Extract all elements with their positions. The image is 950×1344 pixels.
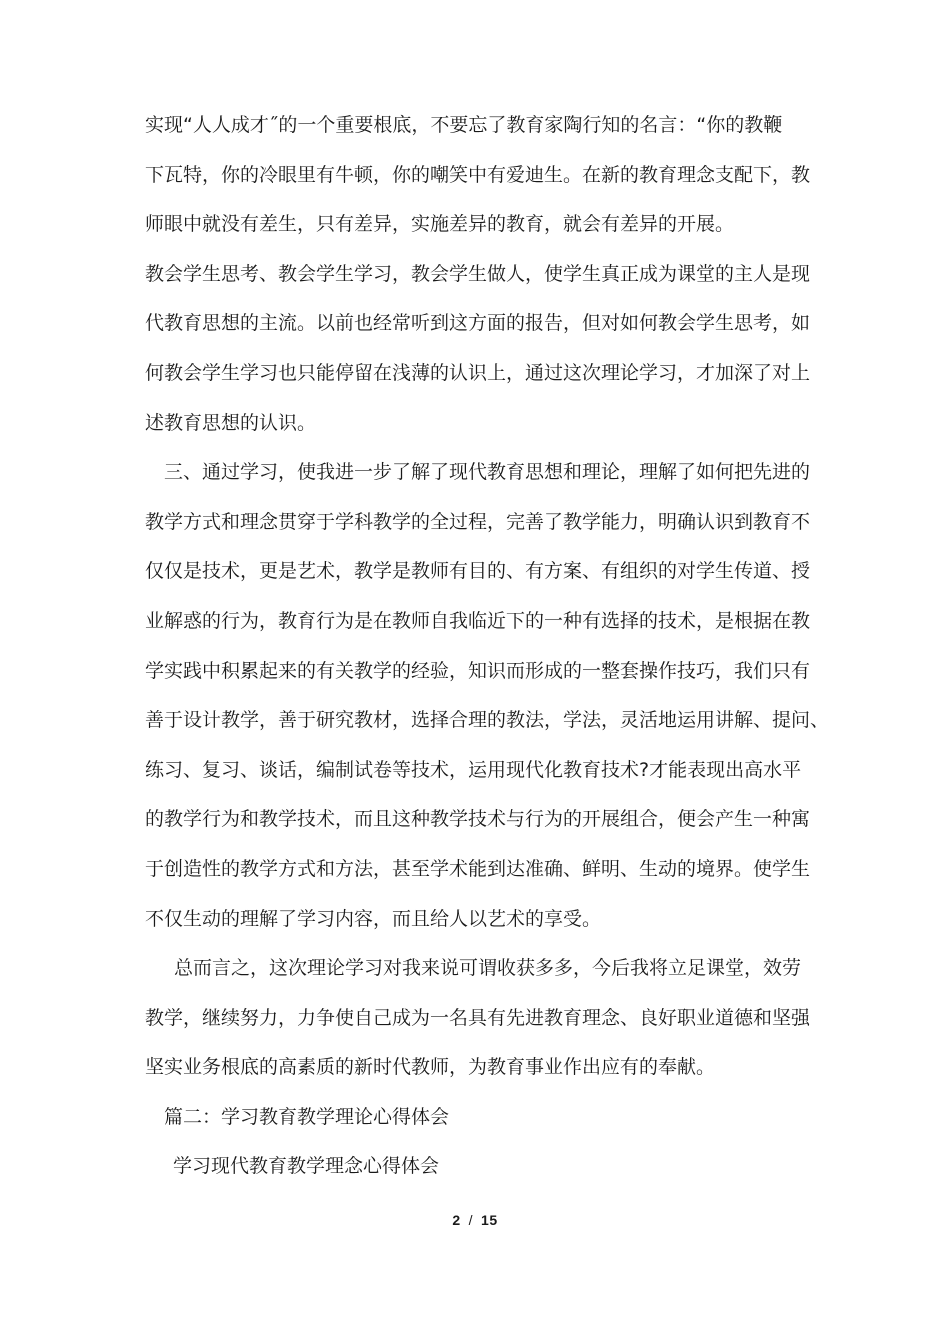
text-line: 师眼中就没有差生，只有差异，实施差异的教育，就会有差异的开展。: [145, 213, 735, 236]
text-line: 教会学生思考、教会学生学习，教会学生做人，使学生真正成为课堂的主人是现: [145, 262, 811, 285]
current-page-number: 2: [452, 1212, 461, 1228]
text-line: 坚实业务根底的高素质的新时代教师，为教育事业作出应有的奉献。: [145, 1056, 716, 1079]
text-line: 的教学行为和教学技术，而且这种教学技术与行为的开展组合，便会产生一种寓: [145, 808, 811, 831]
text-line: 代教育思想的主流。以前也经常听到这方面的报告，但对如何教会学生思考，如: [145, 312, 811, 335]
total-page-count: 15: [481, 1212, 498, 1228]
article-title: 学习现代教育教学理念心得体会: [173, 1155, 440, 1178]
text-line: 练习、复习、谈话，编制试卷等技术，运用现代化教育技术?才能表现出高水平: [145, 758, 802, 781]
text-line: 不仅生动的理解了学习内容，而且给人以艺术的享受。: [145, 907, 602, 930]
text-line: 下瓦特，你的冷眼里有牛顿，你的嘲笑中有爱迪生。在新的教育理念支配下，教: [145, 163, 811, 186]
text-line: 学实践中积累起来的有关教学的经验，知识而形成的一整套操作技巧，我们只有: [145, 659, 811, 682]
text-line: 于创造性的教学方式和方法，甚至学术能到达准确、鲜明、生动的境界。使学生: [145, 857, 811, 880]
text-line: 何教会学生学习也只能停留在浅薄的认识上，通过这次理论学习，才加深了对上: [145, 361, 811, 384]
document-body: [145, 101, 830, 1192]
page-number-footer: [0, 1212, 950, 1228]
page-separator: /: [468, 1212, 474, 1228]
text-line: 善于设计教学，善于研究教材，选择合理的教法，学法，灵活地运用讲解、提问、: [145, 709, 830, 732]
text-line: 仅仅是技术，更是艺术，教学是教师有目的、有方案、有组织的对学生传道、授: [145, 560, 811, 583]
paragraph-start-line: 总而言之，这次理论学习对我来说可谓收获多多，今后我将立足课堂，效劳: [174, 957, 802, 980]
text-line: 教学，继续努力，力争使自己成为一名具有先进教育理念、良好职业道德和坚强: [145, 1006, 811, 1029]
text-line: 业解惑的行为，教育行为是在教师自我临近下的一种有选择的技术，是根据在教: [145, 609, 811, 632]
text-line: 述教育思想的认识。: [145, 411, 317, 434]
section-heading: 篇二：学习教育教学理论心得体会: [164, 1105, 450, 1128]
text-line: 实现“人人成才˝的一个重要根底，不要忘了教育家陶行知的名言：“你的教鞭: [145, 114, 783, 136]
text-line: 教学方式和理念贯穿于学科教学的全过程，完善了教学能力，明确认识到教育不: [145, 510, 811, 533]
paragraph-start-line: 三、通过学习，使我进一步了解了现代教育思想和理论，理解了如何把先进的: [164, 461, 811, 484]
